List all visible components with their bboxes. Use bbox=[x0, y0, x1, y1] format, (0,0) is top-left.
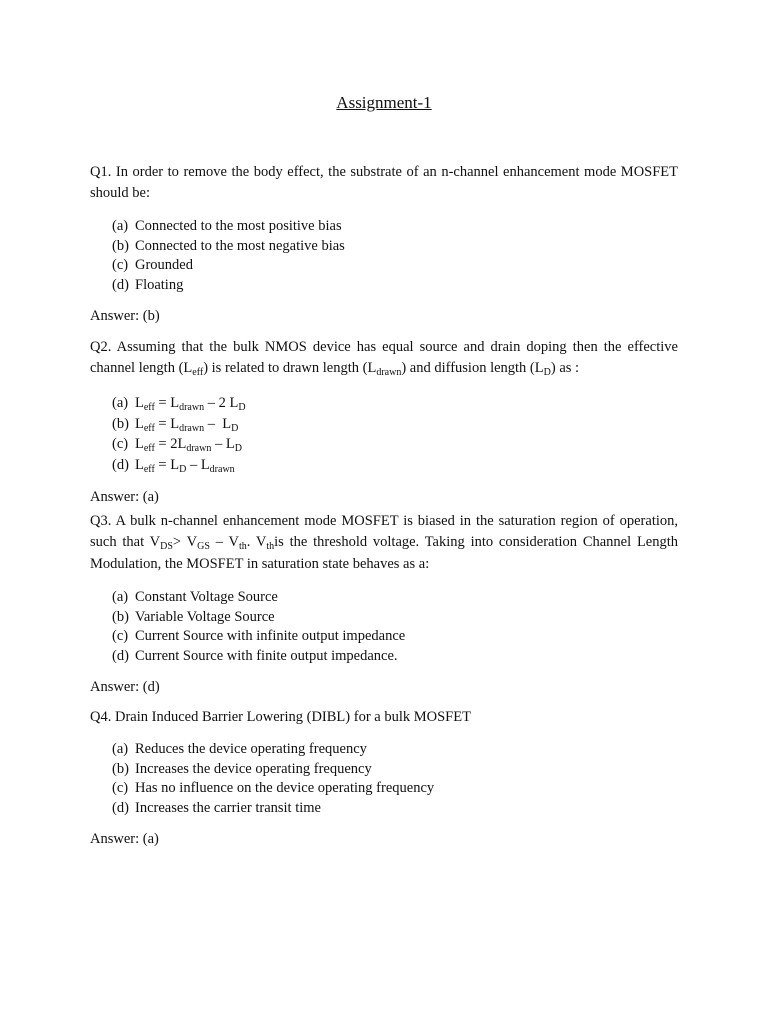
option bbox=[90, 799, 678, 819]
answer: Answer: (b) bbox=[90, 308, 160, 324]
option-letter: (b) bbox=[112, 608, 129, 625]
option-letter: (b) bbox=[112, 237, 129, 254]
option-text: $L_{eff} = L_{drawn} - 2$ $L_D$ bbox=[135, 395, 246, 413]
option-text: Reduces the device operating frequency bbox=[135, 741, 367, 757]
option bbox=[90, 435, 678, 456]
option-letter: (a) bbox=[112, 589, 129, 605]
option bbox=[90, 256, 678, 276]
option bbox=[90, 779, 678, 799]
option-text: Connected to the most negative bias bbox=[135, 237, 345, 254]
question-number: Q2. bbox=[90, 339, 112, 355]
question-number: Q4. bbox=[90, 709, 112, 725]
question-text: Q1. In order to remove the body effect, the substrate of an n-channel enhancement mode MOSFET should be: bbox=[90, 164, 679, 201]
option-text: $L_{eff} = 2L_{drawn} - L_D$ bbox=[135, 436, 242, 454]
option-letter: (d) bbox=[112, 647, 129, 664]
option bbox=[90, 627, 678, 647]
option-text: Variable Voltage Source bbox=[135, 608, 275, 625]
option-letter: (b) bbox=[112, 415, 129, 432]
option-text: Current Source with infinite output impedance bbox=[135, 628, 406, 644]
question-text: Q2. Assuming that the bulk NMOS device has equal source and drain doping then the effective channel length $(L_{eff})$ is related to drawn length $(L_{drawn})$ and diffusion length $(L_D)$ as : bbox=[90, 339, 678, 378]
option bbox=[90, 760, 678, 780]
question-4 bbox=[90, 707, 678, 849]
question-2 bbox=[90, 337, 678, 507]
option-text: Increases the device operating frequency bbox=[135, 760, 372, 777]
option-letter: (a) bbox=[112, 395, 129, 411]
option bbox=[90, 237, 678, 257]
option-letter: (c) bbox=[112, 436, 129, 452]
answer: Answer: (a) bbox=[90, 489, 159, 505]
option bbox=[90, 456, 678, 477]
option-text: Connected to the most positive bias bbox=[135, 218, 342, 234]
option-list bbox=[90, 394, 678, 476]
option-text: Floating bbox=[135, 276, 184, 293]
option-list bbox=[90, 217, 678, 295]
option bbox=[90, 276, 678, 296]
option-letter: (d) bbox=[112, 799, 129, 816]
question-text: Q4. Drain Induced Barrier Lowering (DIBL) for a bulk MOSFET bbox=[90, 709, 471, 725]
question-number: Q3. bbox=[90, 513, 112, 529]
option bbox=[90, 740, 678, 760]
page-title: Assignment-1 bbox=[336, 93, 432, 112]
option-letter: (a) bbox=[112, 218, 129, 234]
option-text: $L_{eff} = L_D - L_{drawn}$ bbox=[135, 456, 235, 475]
option-text: Current Source with finite output impedance. bbox=[135, 647, 398, 664]
option-letter: (b) bbox=[112, 760, 129, 777]
option-text: Constant Voltage Source bbox=[135, 589, 278, 605]
answer: Answer: (d) bbox=[90, 679, 160, 695]
option-letter: (d) bbox=[112, 456, 129, 473]
option bbox=[90, 588, 678, 608]
option-list bbox=[90, 588, 678, 666]
option-text: Grounded bbox=[135, 257, 193, 273]
option bbox=[90, 415, 678, 436]
question-number: Q1. bbox=[90, 164, 112, 180]
question-text: Q3. A bulk n-channel enhancement mode MOSFET is biased in the saturation region of operation, such that $V_{DS}> V_{GS} - V_{th}$. $V_{th}is$ the threshold voltage. Taking into consideration Channel Length Modulation, the MOSFET in saturation state behaves as a: bbox=[90, 513, 679, 572]
option-letter: (c) bbox=[112, 780, 129, 796]
option-text: Increases the carrier transit time bbox=[135, 799, 321, 816]
answer: Answer: (a) bbox=[90, 831, 159, 847]
option bbox=[90, 394, 678, 415]
option-text: $L_{eff} = L_{drawn} - L_D$ bbox=[135, 415, 239, 434]
option-letter: (c) bbox=[112, 628, 129, 644]
question-3 bbox=[90, 511, 678, 697]
option-text: Has no influence on the device operating frequency bbox=[135, 780, 435, 796]
option-letter: (d) bbox=[112, 276, 129, 293]
option bbox=[90, 217, 678, 237]
option-list bbox=[90, 740, 678, 818]
question-1 bbox=[90, 162, 678, 326]
option bbox=[90, 608, 678, 628]
option-letter: (c) bbox=[112, 257, 129, 273]
option bbox=[90, 647, 678, 667]
option-letter: (a) bbox=[112, 741, 129, 757]
